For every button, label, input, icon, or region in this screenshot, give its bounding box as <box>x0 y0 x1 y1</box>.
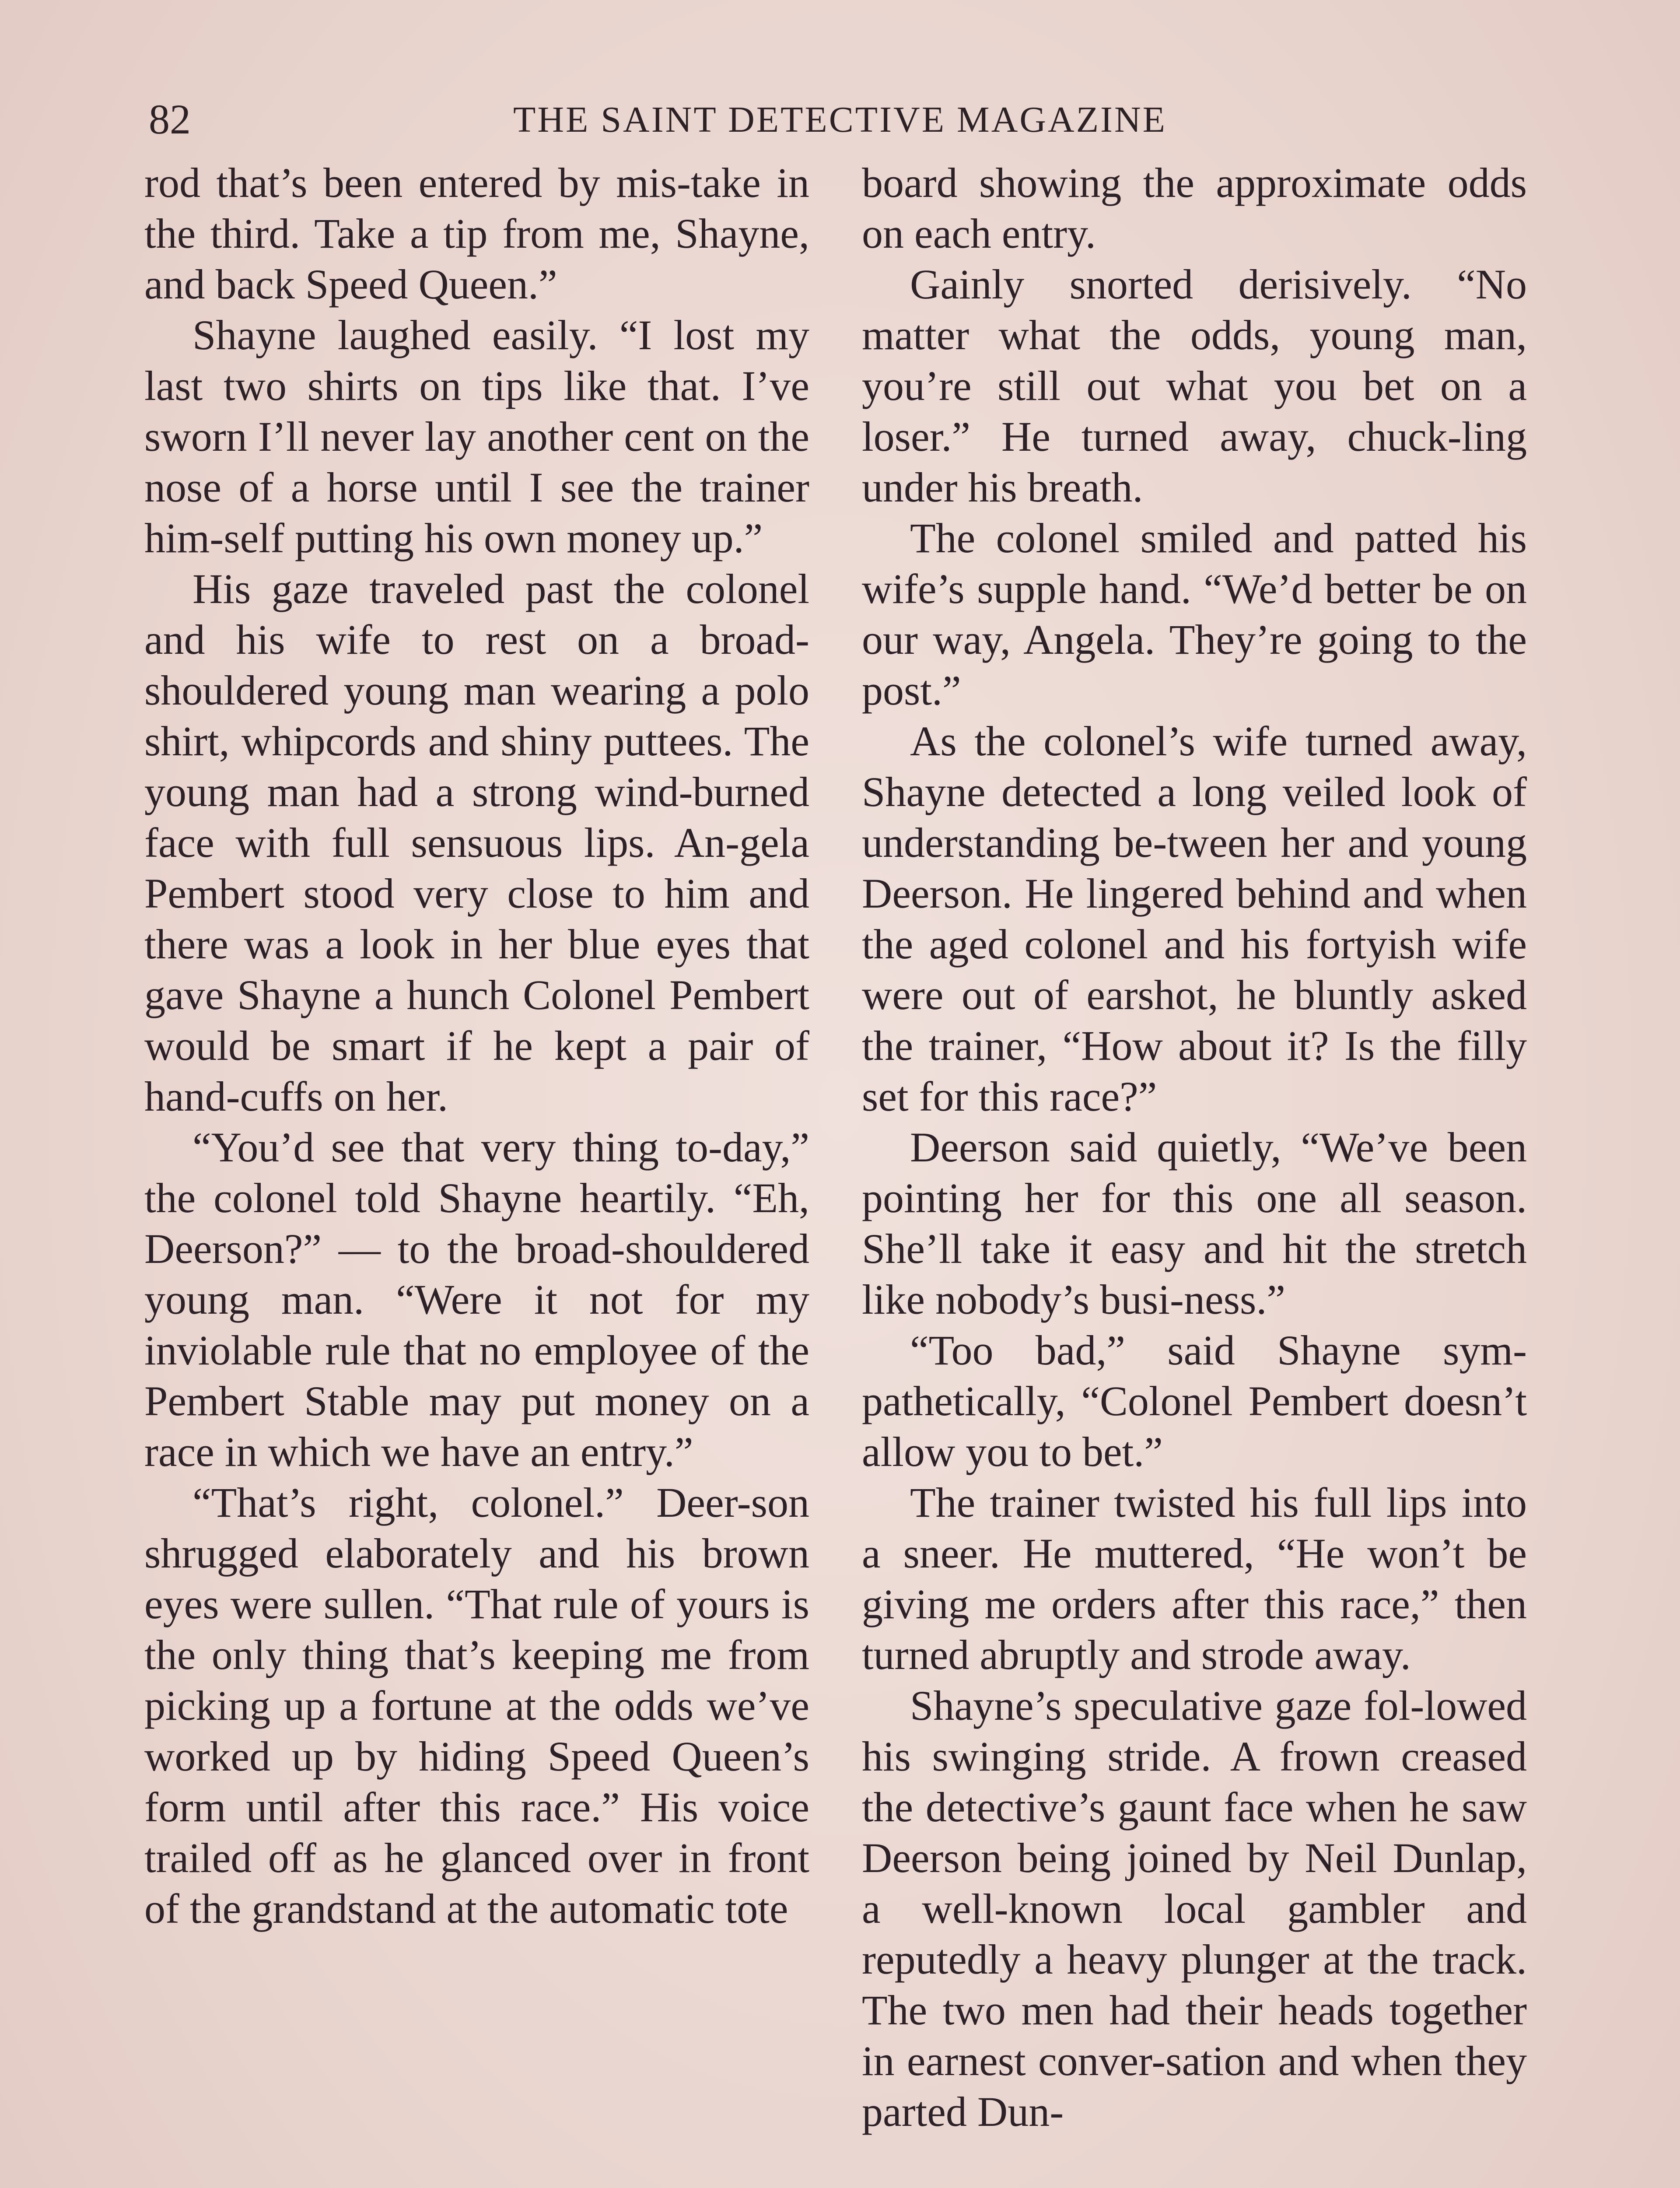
paragraph: Deerson said quietly, “We’ve been pointing her for this one all season. She’ll take it easy and hit the stretch like nobody’s busi-ness.” <box>862 1124 1527 1323</box>
paragraph: Gainly snorted derisively. “No matter what the odds, young man, you’re still out what you bet on a loser.” He turned away, chuck-ling under his breath. <box>862 261 1527 511</box>
paragraph: The colonel smiled and patted his wife’s supple hand. “We’d better be on our way, Angela. They’re going to the post.” <box>862 515 1527 714</box>
paragraph: The trainer twisted his full lips into a sneer. He muttered, “He won’t be giving me orders after this race,” then turned abruptly and strode away. <box>862 1479 1527 1678</box>
running-title: THE SAINT DETECTIVE MAGAZINE <box>513 99 1167 140</box>
paragraph: board showing the approximate odds on each entry. <box>862 159 1527 257</box>
paragraph: “Too bad,” said Shayne sym-pathetically, “Colonel Pembert doesn’t allow you to bet.” <box>862 1327 1527 1475</box>
right-column <box>862 158 1527 2137</box>
paragraph: “You’d see that very thing to-day,” the colonel told Shayne heartily. “Eh, Deerson?” — to the broad-shouldered young man. “Were it not for my inviolable rule that no employee of the Pembert Stable may put money on a race in which we have an entry.” <box>144 1124 809 1475</box>
paragraph: “That’s right, colonel.” Deer-son shrugged elaborately and his brown eyes were sullen. “That rule of yours is the only thing that’s keeping me from picking up a fortune at the odds we’ve worked up by hiding Speed Queen’s form until after this race.” His voice trailed off as he glanced over in front of the grandstand at the automatic tote <box>144 1479 809 1932</box>
paragraph: His gaze traveled past the colonel and his wife to rest on a broad-shouldered young man wearing a polo shirt, whipcords and shiny puttees. The young man had a strong wind-burned face with full sensuous lips. An-gela Pembert stood very close to him and there was a look in her blue eyes that gave Shayne a hunch Colonel Pembert would be smart if he kept a pair of hand-cuffs on her. <box>144 565 809 1120</box>
paragraph: rod that’s been entered by mis-take in the third. Take a tip from me, Shayne, and back Speed Queen.” <box>144 159 809 308</box>
paragraph: As the colonel’s wife turned away, Shayne detected a long veiled look of understanding be-tween her and young Deerson. He lingered behind and when the aged colonel and his fortyish wife were out of earshot, he bluntly asked the trainer, “How about it? Is the filly set for this race?” <box>862 718 1527 1120</box>
page-number: 82 <box>149 96 191 143</box>
paragraph: Shayne laughed easily. “I lost my last two shirts on tips like that. I’ve sworn I’ll never lay another cent on the nose of a horse until I see the trainer him-self putting his own money up.” <box>144 312 809 561</box>
paragraph: Shayne’s speculative gaze fol-lowed his swinging stride. A frown creased the detective’s gaunt face when he saw Deerson being joined by Neil Dunlap, a well-known local gambler and reputedly a heavy plunger at the track. The two men had their heads together in earnest conver-sation and when they parted Dun- <box>862 1682 1527 2135</box>
left-column <box>144 158 809 1934</box>
